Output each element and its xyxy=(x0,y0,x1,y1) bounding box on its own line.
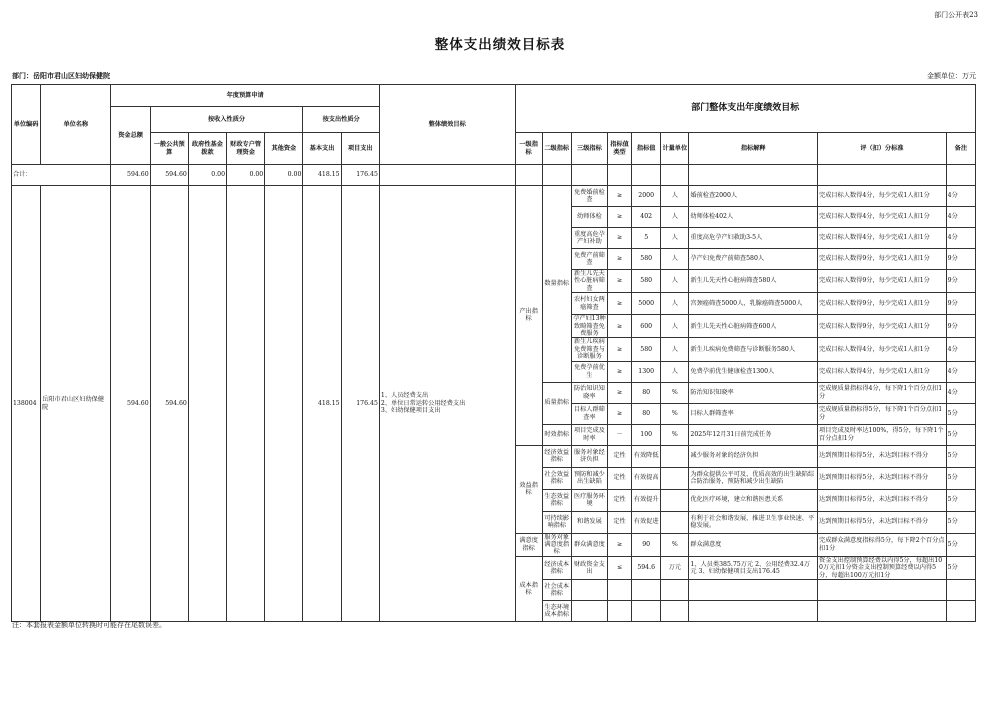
standard-cell: 完成目标人数得9分，每少完成1人扣1分 xyxy=(818,293,947,315)
remark-cell: 5分 xyxy=(946,556,975,579)
value-cell: 402 xyxy=(632,207,661,228)
header-other: 其他资金 xyxy=(265,133,303,165)
total-row xyxy=(12,165,976,186)
standard-cell: 资金支出控制预算经费以内得5分，每超出100万元扣1分资金支出控制预算经费以内得5分，每超出100万元扣1分 xyxy=(818,556,947,579)
header-gen: 一般公共预算 xyxy=(150,133,188,165)
header-remark: 备注 xyxy=(946,133,975,165)
header-l3: 三级指标 xyxy=(571,133,607,165)
value-cell: 580 xyxy=(632,270,661,293)
value-cell: 580 xyxy=(632,338,661,361)
remark-cell: 5分 xyxy=(946,467,975,489)
page-title: 整体支出绩效目标表 xyxy=(434,37,566,53)
l3-cell: 和谐发展 xyxy=(571,511,607,533)
l2-cell: 社会效益指标 xyxy=(542,467,571,489)
vtype-cell: ≥ xyxy=(608,186,632,207)
desc-cell: 婚前检查2000人 xyxy=(689,186,818,207)
header-code: 单位编码 xyxy=(12,85,41,165)
desc-cell: 孕产妇免费产前筛查580人 xyxy=(689,249,818,270)
desc-cell: 新生儿疾病免费筛查与诊断服务580人 xyxy=(689,338,818,361)
report-number: 部门公开表23 xyxy=(934,11,978,19)
unit-cell: % xyxy=(661,424,689,445)
l2-cell: 生态效益指标 xyxy=(542,489,571,511)
standard-cell: 完成目标人数得4分，每少完成1人扣1分 xyxy=(818,207,947,228)
header-l2: 二级指标 xyxy=(542,133,571,165)
performance-table xyxy=(11,84,976,622)
value-cell: 有效提高 xyxy=(632,467,661,489)
header-total: 资金总额 xyxy=(111,107,150,165)
l3-cell: 防治知识知晓率 xyxy=(571,382,607,403)
header-standard: 评（扣）分标准 xyxy=(818,133,947,165)
header-special: 财政专户管理资金 xyxy=(227,133,265,165)
remark-cell: 5分 xyxy=(946,445,975,467)
unit-cell: 人 xyxy=(661,315,689,338)
vtype-cell: ≤ xyxy=(608,556,632,579)
unit-code: 138004 xyxy=(12,186,41,622)
remark-cell: 5分 xyxy=(946,533,975,556)
value-cell: 5 xyxy=(632,228,661,249)
header-overall: 整体绩效目标 xyxy=(379,85,515,165)
l2-cell: 社会成本指标 xyxy=(542,580,571,601)
l2-cell: 经济效益指标 xyxy=(542,445,571,467)
vtype-cell: ≥ xyxy=(608,270,632,293)
total-amount: 594.60 xyxy=(111,165,150,186)
desc-cell: 优化医疗环境，建立和谐医患关系 xyxy=(689,489,818,511)
l2-cell: 可持续影响指标 xyxy=(542,511,571,533)
unit-project: 176.45 xyxy=(341,186,379,622)
header-project: 项目支出 xyxy=(341,133,379,165)
desc-cell: 重度高危孕产妇救助3-5人 xyxy=(689,228,818,249)
vtype-cell: ≥ xyxy=(608,249,632,270)
department-label: 部门：岳阳市君山区妇幼保健院 xyxy=(12,71,110,80)
remark-cell: 9分 xyxy=(946,249,975,270)
l3-cell: 群众满意度 xyxy=(571,533,607,556)
header-by-source: 按收入性质分 xyxy=(150,107,303,133)
value-cell: 有效降低 xyxy=(632,445,661,467)
value-cell: 80 xyxy=(632,382,661,403)
total-basic: 418.15 xyxy=(303,165,341,186)
unit-cell: 人 xyxy=(661,270,689,293)
remark-cell: 5分 xyxy=(946,489,975,511)
header-vtype: 指标值类型 xyxy=(608,133,632,165)
standard-cell: 完成目标人数得9分，每少完成1人扣1分 xyxy=(818,315,947,338)
unit-cell: 人 xyxy=(661,249,689,270)
desc-cell: 2025年12月31日前完成任务 xyxy=(689,424,818,445)
l3-cell: 新生儿先天性心脏病筛查 xyxy=(571,270,607,293)
desc-cell: 有利于社会和谐发展，推进卫生事业快速、平稳发展。 xyxy=(689,511,818,533)
header-unit: 计量单位 xyxy=(661,133,689,165)
value-cell: 100 xyxy=(632,424,661,445)
l2-quantity: 数量指标 xyxy=(542,186,571,383)
total-other: 0.00 xyxy=(265,165,303,186)
vtype-cell: 定性 xyxy=(608,445,632,467)
value-cell: 有效提升 xyxy=(632,489,661,511)
standard-cell: 达到预期目标得5分，未达到目标不得分 xyxy=(818,445,947,467)
standard-cell: 完成目标人数得9分，每少完成1人扣1分 xyxy=(818,249,947,270)
l3-cell: 服务对象经济负担 xyxy=(571,445,607,467)
remark-cell: 5分 xyxy=(946,403,975,424)
l1-benefit: 效益指标 xyxy=(515,445,542,533)
standard-cell: 完成规质量指标得4分，每下降1个百分点扣1分 xyxy=(818,382,947,403)
unit-cell: 人 xyxy=(661,361,689,382)
l3-cell: 财政资金支出 xyxy=(571,556,607,579)
l3-cell: 重度高危孕产妇补助 xyxy=(571,228,607,249)
vtype-cell: ≥ xyxy=(608,382,632,403)
header-desc: 指标解释 xyxy=(689,133,818,165)
table-row xyxy=(12,186,976,207)
l2-time: 时效指标 xyxy=(542,424,571,445)
header-l1: 一级指标 xyxy=(515,133,542,165)
value-cell: 594.6 xyxy=(632,556,661,579)
unit-cell: 人 xyxy=(661,186,689,207)
total-project: 176.45 xyxy=(341,165,379,186)
remark-cell: 4分 xyxy=(946,228,975,249)
header-budget: 年度预算申请 xyxy=(111,85,379,107)
l2-cell: 经济成本指标 xyxy=(542,556,571,579)
total-special: 0.00 xyxy=(227,165,265,186)
vtype-cell: ≥ xyxy=(608,315,632,338)
l3-cell: 免费孕前优生 xyxy=(571,361,607,382)
l3-cell: 免费婚前检查 xyxy=(571,186,607,207)
unit-cell: 人 xyxy=(661,293,689,315)
total-label: 合计： xyxy=(12,165,111,186)
value-cell: 600 xyxy=(632,315,661,338)
vtype-cell: ≥ xyxy=(608,361,632,382)
value-cell: 5000 xyxy=(632,293,661,315)
l3-cell: 项目完成及时率 xyxy=(571,424,607,445)
standard-cell: 完成群众满意度指标得5分，每下降2个百分点扣1分 xyxy=(818,533,947,556)
l3-cell: 孕产妇13种致畸筛查免费服务 xyxy=(573,315,606,338)
value-cell: 有效促进 xyxy=(632,511,661,533)
vtype-cell: ≥ xyxy=(608,207,632,228)
unit-cell: 人 xyxy=(661,338,689,361)
desc-cell: 新生儿先天性心脏病筛查580人 xyxy=(689,270,818,293)
remark-cell: 9分 xyxy=(946,315,975,338)
value-cell: 1300 xyxy=(632,361,661,382)
vtype-cell: ≥ xyxy=(608,228,632,249)
unit-cell: % xyxy=(661,382,689,403)
vtype-cell: ≥ xyxy=(608,338,632,361)
standard-cell: 完成目标人数得9分，每少完成1人扣1分 xyxy=(818,270,947,293)
value-cell: 90 xyxy=(632,533,661,556)
remark-cell: 5分 xyxy=(946,424,975,445)
vtype-cell: ≥ xyxy=(608,293,632,315)
unit-name: 岳阳市君山区妇幼保健院 xyxy=(41,186,111,622)
unit-cell: 人 xyxy=(661,207,689,228)
header-by-nature: 按支出性质分 xyxy=(303,107,379,133)
desc-cell: 宫颈癌筛查5000人，乳腺癌筛查5000人 xyxy=(689,293,818,315)
unit-cell: % xyxy=(661,403,689,424)
total-gen: 594.60 xyxy=(150,165,188,186)
footnote: 注：本套报表金额单位转换时可能存在尾数误差。 xyxy=(12,621,166,629)
unit-gen: 594.60 xyxy=(150,186,188,622)
l3-cell: 预防和减少出生缺陷 xyxy=(571,467,607,489)
l3-cell: 医疗服务环境 xyxy=(571,489,607,511)
l1-satisfaction: 满意度指标 xyxy=(515,533,542,556)
unit-cell: 人 xyxy=(661,228,689,249)
desc-cell: 为群众提供公平可及、优质高效的出生缺陷综合防治服务，预防和减少出生缺陷 xyxy=(689,467,818,489)
vtype-cell: 定性 xyxy=(608,467,632,489)
desc-cell: 免费孕前优生健康检查1300人 xyxy=(689,361,818,382)
vtype-cell: 定性 xyxy=(608,511,632,533)
standard-cell: 项目完成及时率达100%，得5分，每下降1个百分点扣1分 xyxy=(818,424,947,445)
vtype-cell: ≥ xyxy=(608,533,632,556)
unit-basic: 418.15 xyxy=(303,186,341,622)
standard-cell: 完成目标人数得4分，每少完成1人扣1分 xyxy=(818,338,947,361)
remark-cell: 4分 xyxy=(946,186,975,207)
standard-cell: 达到预期目标得5分，未达到目标不得分 xyxy=(818,511,947,533)
l1-cost: 成本指标 xyxy=(515,556,542,621)
standard-cell: 完成目标人数得4分，每少完成1人扣1分 xyxy=(818,228,947,249)
standard-cell: 完成规质量指标得5分，每下降1个百分点扣1分 xyxy=(818,403,947,424)
amount-unit-label: 金额单位：万元 xyxy=(927,72,976,80)
l2-quality: 质量指标 xyxy=(542,382,571,424)
vtype-cell: 定性 xyxy=(608,489,632,511)
l2-satisfaction: 服务对象满意度指标 xyxy=(542,533,571,556)
remark-cell: 4分 xyxy=(946,361,975,382)
desc-cell: 目标人群筛查率 xyxy=(689,403,818,424)
remark-cell: 9分 xyxy=(946,270,975,293)
header-basic: 基本支出 xyxy=(303,133,341,165)
standard-cell: 完成目标人数得4分，每少完成1人扣1分 xyxy=(818,186,947,207)
value-cell: 80 xyxy=(632,403,661,424)
l2-cell: 生态环境成本指标 xyxy=(542,601,571,622)
unit-total: 594.60 xyxy=(111,186,150,622)
desc-cell: 减少服务对象的经济负担 xyxy=(689,445,818,467)
remark-cell: 9分 xyxy=(946,293,975,315)
unit-cell: % xyxy=(661,533,689,556)
remark-cell: 4分 xyxy=(946,382,975,403)
unit-cell: 万元 xyxy=(661,556,689,579)
standard-cell: 达到预期目标得5分，未达到目标不得分 xyxy=(818,489,947,511)
header-dept-goal: 部门整体支出年度绩效目标 xyxy=(515,85,975,133)
l3-cell: 幼师体检 xyxy=(571,207,607,228)
standard-cell: 完成目标人数得4分，每少完成1人扣1分 xyxy=(818,361,947,382)
l3-cell: 目标人群筛查率 xyxy=(571,403,607,424)
standard-cell: 达到预期目标得5分，未达到目标不得分 xyxy=(818,467,947,489)
l3-cell: 免费产前筛查 xyxy=(571,249,607,270)
overall-goal: 1、人员经费支出 2、单位日常运转公用经费支出 3、妇幼保健项目支出 xyxy=(379,186,515,622)
value-cell: 2000 xyxy=(632,186,661,207)
desc-cell: 群众满意度 xyxy=(689,533,818,556)
header-fund: 政府性基金拨款 xyxy=(188,133,226,165)
remark-cell: 5分 xyxy=(946,511,975,533)
remark-cell: 4分 xyxy=(946,207,975,228)
header-name: 单位名称 xyxy=(41,85,111,165)
desc-cell: 1、人员类385.75万元 2、公用经费32.4万元 3、妇幼保健项目支出176.45 xyxy=(689,556,818,579)
vtype-cell: － xyxy=(608,424,632,445)
desc-cell: 幼师体检402人 xyxy=(689,207,818,228)
l1-output: 产出指标 xyxy=(515,186,542,446)
desc-cell: 防治知识知晓率 xyxy=(689,382,818,403)
l3-cell: 新生儿疾病免费筛查与诊断服务 xyxy=(571,338,607,361)
value-cell: 580 xyxy=(632,249,661,270)
desc-cell: 新生儿先天性心脏病筛查600人 xyxy=(689,315,818,338)
remark-cell: 4分 xyxy=(946,338,975,361)
vtype-cell: ≥ xyxy=(608,403,632,424)
header-value: 指标值 xyxy=(632,133,661,165)
l3-cell: 农村妇女两癌筛查 xyxy=(571,293,607,315)
total-fund: 0.00 xyxy=(188,165,226,186)
